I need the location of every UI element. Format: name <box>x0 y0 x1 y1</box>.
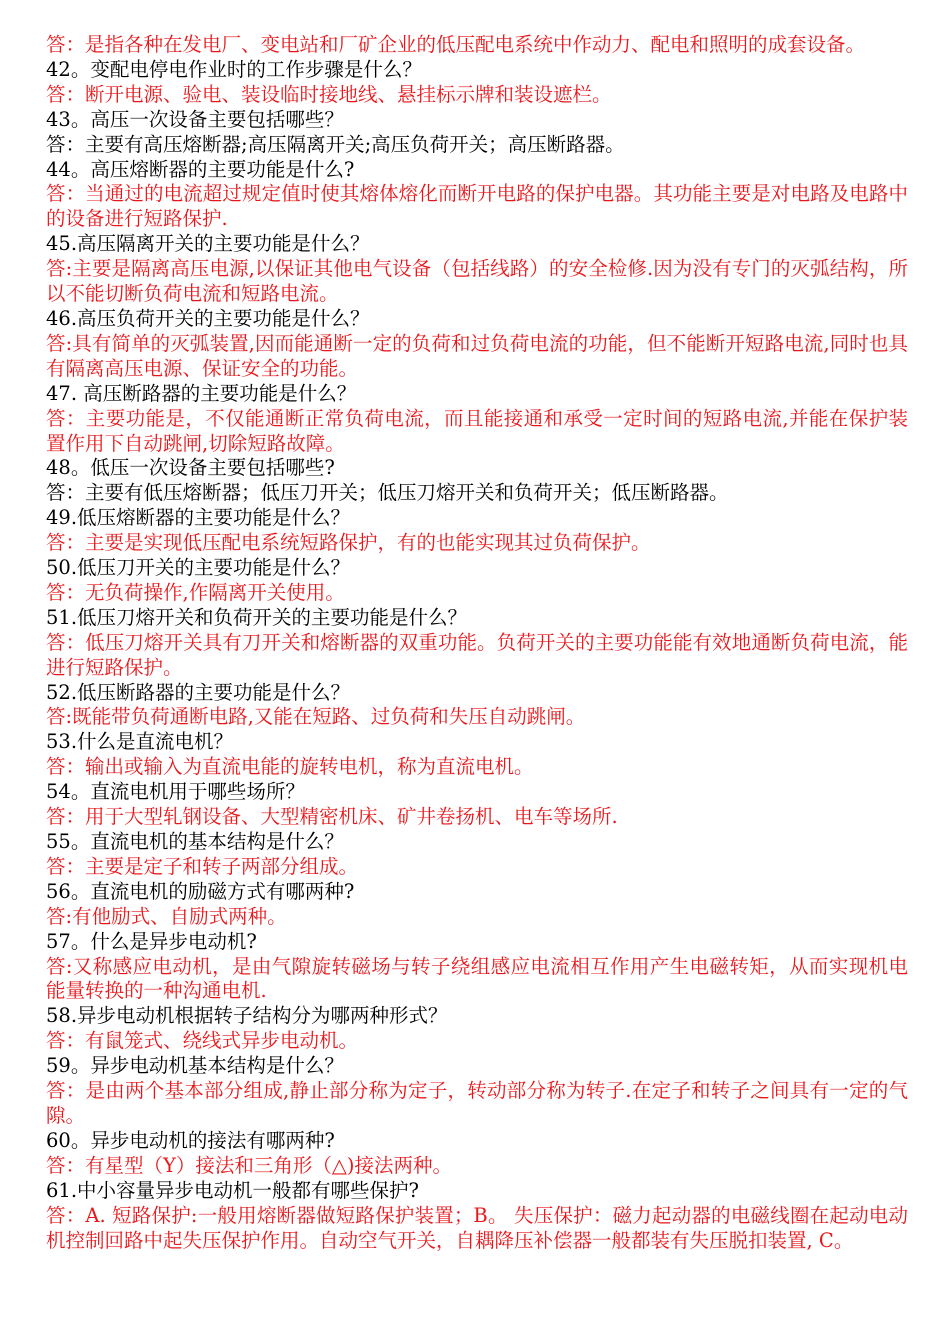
answer-line: 答：主要有低压熔断器；低压刀开关；低压刀熔开关和负荷开关；低压断路器。 <box>46 481 729 505</box>
question-line: 59。异步电动机基本结构是什么？ <box>46 1054 344 1078</box>
answer-line: 答：当通过的电流超过规定值时使其熔体熔化而断开电路的保护电器。其功能主要是对电路及电路中的设备进行短路保护. <box>46 182 908 231</box>
answer-line: 答:又称感应电动机，是由气隙旋转磁场与转子绕组感应电流相互作用产生电磁转矩，从而实现机电能量转换的一种沟通电机. <box>46 954 908 1003</box>
answer-line: 答：有鼠笼式、绕线式异步电动机。 <box>46 1029 359 1053</box>
answer-line: 答:具有简单的灭弧装置,因而能通断一定的负荷和过负荷电流的功能，但不能断开短路电流,同时也具有隔离高压电源、保证安全的功能。 <box>46 331 908 380</box>
answer-line: 答：主要是定子和转子两部分组成。 <box>46 854 359 878</box>
answer-line: 答：是由两个基本部分组成,静止部分称为定子，转动部分称为转子.在定子和转子之间具有一定的气隙。 <box>46 1079 908 1127</box>
question-line: 47. 高压断路器的主要功能是什么？ <box>46 381 357 405</box>
question-line: 44。高压熔断器的主要功能是什么? <box>46 157 355 181</box>
question-line: 58.异步电动机根据转子结构分为哪两种形式？ <box>46 1004 448 1028</box>
question-line: 57。什么是异步电动机? <box>46 929 257 953</box>
answer-line: 答：主要是实现低压配电系统短路保护，有的也能实现其过负荷保护。 <box>46 531 651 555</box>
question-line: 56。直流电机的励磁方式有哪两种? <box>46 879 355 903</box>
answer-line: 答：A. 短路保护:一般用熔断器做短路保护装置；B。 失压保护：磁力起动器的电磁线圈在起动电动机控制回路中起失压保护作用。自动空气开关，自耦降压补偿器一般都装有失压脱扣装置, C。 <box>46 1203 908 1252</box>
question-line: 43。高压一次设备主要包括哪些？ <box>46 107 344 131</box>
question-line: 53.什么是直流电机？ <box>46 730 234 754</box>
answer-line: 答：主要有高压熔断器;高压隔离开关;高压负荷开关；高压断路器。 <box>46 132 625 156</box>
answer-line: 答：是指各种在发电厂、变电站和厂矿企业的低压配电系统中作动力、配电和照明的成套设备。 <box>46 33 866 56</box>
answer-line: 答:有他励式、自励式两种。 <box>46 904 287 928</box>
question-line: 48。低压一次设备主要包括哪些? <box>46 456 335 480</box>
answer-line: 答：用于大型轧钢设备、大型精密机床、矿井卷扬机、电车等场所. <box>46 805 618 829</box>
question-line: 60。异步电动机的接法有哪两种? <box>46 1128 335 1152</box>
question-line: 50.低压刀开关的主要功能是什么？ <box>46 556 351 580</box>
answer-line: 答:既能带负荷通断电路,又能在短路、过负荷和失压自动跳闸。 <box>46 705 586 729</box>
question-line: 52.低压断路器的主要功能是什么？ <box>46 680 351 704</box>
question-line: 55。直流电机的基本结构是什么？ <box>46 830 344 853</box>
question-line: 42。变配电停电作业时的工作步骤是什么？ <box>46 57 422 81</box>
document-page <box>46 33 908 1253</box>
question-line: 45.高压隔离开关的主要功能是什么？ <box>46 232 370 256</box>
answer-line: 答：无负荷操作,作隔离开关使用。 <box>46 580 345 604</box>
question-line: 54。直流电机用于哪些场所？ <box>46 780 305 804</box>
question-line: 51.低压刀熔开关和负荷开关的主要功能是什么？ <box>46 605 468 629</box>
answer-line: 答：主要功能是，不仅能通断正常负荷电流，而且能接通和承受一定时间的短路电流,并能在保护装置作用下自动跳闸,切除短路故障。 <box>46 406 908 455</box>
answer-line: 答：有星型（Y）接法和三角形（△)接法两种。 <box>46 1153 452 1177</box>
question-line: 49.低压熔断器的主要功能是什么？ <box>46 506 351 530</box>
answer-line: 答：断开电源、验电、装设临时接地线、悬挂标示牌和装设遮栏。 <box>46 82 612 106</box>
question-line: 61.中小容量异步电动机一般都有哪些保护? <box>46 1178 419 1202</box>
answer-line: 答：低压刀熔开关具有刀开关和熔断器的双重功能。负荷开关的主要功能能有效地通断负荷电流，能进行短路保护。 <box>46 630 908 679</box>
answer-line: 答:主要是隔离高压电源,以保证其他电气设备（包括线路）的安全检修.因为没有专门的灭弧结构，所以不能切断负荷电流和短路电流。 <box>46 257 908 306</box>
answer-line: 答：输出或输入为直流电能的旋转电机，称为直流电机。 <box>46 755 534 779</box>
question-line: 46.高压负荷开关的主要功能是什么？ <box>46 306 370 330</box>
